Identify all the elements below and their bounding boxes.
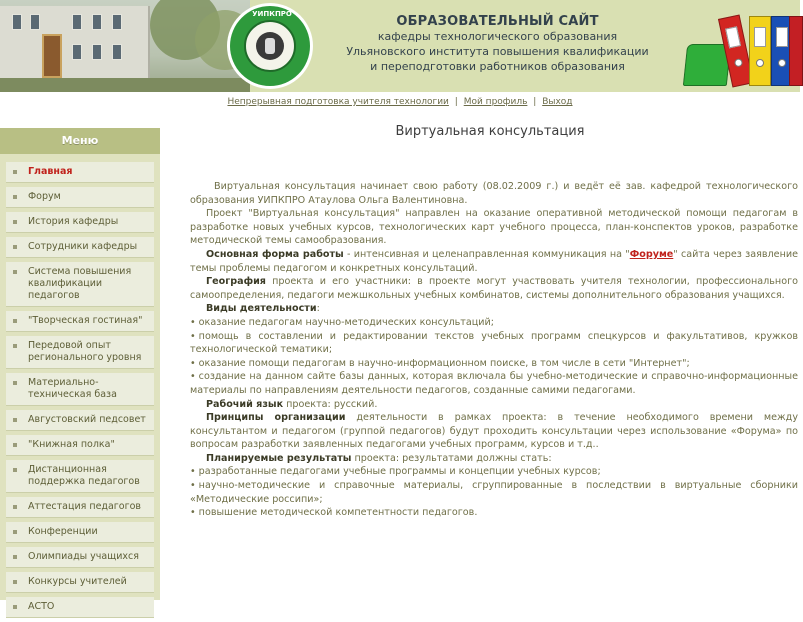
header-building-photo xyxy=(0,0,250,92)
sidebar-item-home[interactable] xyxy=(6,162,154,183)
menu-header: Меню xyxy=(0,128,160,154)
paragraph-project: Проект "Виртуальная консультация" направлен на оказание оперативной методической помощи педагогам в разработке новых учебных курсов, технологических карт учебного процесса, план-конспектов уроков, разработке методической темы самообразования. xyxy=(190,208,798,247)
sidebar-item-label: Сотрудники кафедры xyxy=(28,241,138,252)
window xyxy=(30,14,40,30)
site-title-line4: и переподготовки работников образования xyxy=(370,60,625,73)
bullet-icon xyxy=(13,220,17,224)
sidebar-item-asto[interactable] xyxy=(6,597,154,618)
paragraph-text: проекта: русский. xyxy=(283,398,378,410)
window xyxy=(12,14,22,30)
sidebar-item-bookshelf[interactable] xyxy=(6,435,154,456)
window xyxy=(72,44,82,60)
bullet-icon xyxy=(13,245,17,249)
sidebar-item-staff[interactable] xyxy=(6,237,154,258)
bullet-icon xyxy=(13,443,17,447)
sidebar-item-label: Аттестация педагогов xyxy=(28,501,142,512)
bullet-icon xyxy=(13,530,17,534)
bullet-icon xyxy=(13,555,17,559)
sidebar-item-label: Конференции xyxy=(28,526,98,537)
sidebar-item-label: Олимпиады учащихся xyxy=(28,551,139,562)
site-header xyxy=(0,0,800,92)
sidebar-item-certification[interactable] xyxy=(6,497,154,518)
sidebar-item-contests[interactable] xyxy=(6,572,154,593)
sidebar xyxy=(0,128,160,612)
sidebar-item-label: История кафедры xyxy=(28,216,119,227)
sidebar-item-label: "Книжная полка" xyxy=(28,439,115,450)
bullet-icon xyxy=(13,418,17,422)
site-title xyxy=(325,14,670,74)
sidebar-item-label: Главная xyxy=(28,166,73,177)
list-item: • разработанные педагогами учебные программы и концепции учебных курсов; xyxy=(190,465,798,479)
bullet-icon xyxy=(13,468,17,472)
sidebar-item-creative-lounge[interactable] xyxy=(6,311,154,332)
main-content xyxy=(182,116,798,600)
logo-emblem-icon xyxy=(256,32,284,60)
top-link-bar xyxy=(0,92,800,112)
continuous-training-link[interactable]: Непрерывная подготовка учителя технологии xyxy=(227,97,449,107)
list-item: • помощь в составлении и редактировании текстов учебных программ спецкурсов и факультативов, кружков технологической тематики; xyxy=(190,330,798,357)
paragraph-text: : xyxy=(316,303,320,315)
list-item: • создание на данном сайте базы данных, которая включала бы учебно-методические и справочно-информационные материалы по направлениям деятельности педагогов, созданные самими педагогами. xyxy=(190,370,798,397)
page-title: Виртуальная консультация xyxy=(395,124,585,139)
bullet-icon xyxy=(13,195,17,199)
paragraph-intro: Виртуальная консультация начинает свою работу (08.02.2009 г.) и ведёт её зав. кафедрой технологического образования УИПКПРО Атаулова Ольга Валентиновна. xyxy=(190,181,798,206)
bullet-icon xyxy=(13,580,17,584)
logout-link[interactable]: Выход xyxy=(542,97,573,107)
sidebar-item-facilities[interactable] xyxy=(6,373,154,406)
bold-term: Планируемые результаты xyxy=(206,452,352,464)
article-body xyxy=(190,180,798,520)
paragraph-principles xyxy=(190,411,798,452)
bullet-icon xyxy=(13,505,17,509)
paragraph-text: - интенсивная и целенаправленная коммуникация на " xyxy=(343,248,630,260)
sidebar-item-label: Конкурсы учителей xyxy=(28,576,127,587)
sidebar-item-forum[interactable] xyxy=(6,187,154,208)
sidebar-item-best-practice[interactable] xyxy=(6,336,154,369)
bullet-icon xyxy=(13,381,17,385)
paragraph-text: проекта: результатами должны стать: xyxy=(351,452,552,464)
sidebar-item-label: Августовский педсовет xyxy=(28,414,146,425)
window xyxy=(72,14,82,30)
bullet-icon xyxy=(13,605,17,609)
site-title-line2: кафедры технологического образования xyxy=(377,30,618,43)
bullet-icon xyxy=(13,270,17,274)
window xyxy=(112,44,122,60)
window xyxy=(112,14,122,30)
paragraph-text: проекта и его участники: в проекте могут участвовать учителя технологии, профессионального самоопределения, педагоги межшкольных учебных комбинатов, системы дополнительного образования учащихся. xyxy=(190,276,798,301)
bold-term: Принципы организации xyxy=(206,412,346,424)
list-item: • повышение методической компетентности педагогов. xyxy=(190,506,798,520)
paragraph-text: деятельности в рамках проекта: в течение необходимого времени между консультантом и педагогом (группой педагогов) будут проходить консультации через использование «Форума» по вопросам разработки заявленных педагогами учебных программ, курсов и т.д.. xyxy=(190,412,798,451)
separator: | xyxy=(454,97,458,107)
site-title-line1: ОБРАЗОВАТЕЛЬНЫЙ САЙТ xyxy=(396,14,599,29)
paragraph-results-heading xyxy=(190,452,798,466)
bold-term: Рабочий язык xyxy=(206,398,284,410)
sidebar-item-label: АСТО xyxy=(28,601,55,612)
bullet-icon xyxy=(13,344,17,348)
window xyxy=(92,44,102,60)
paragraph-text: " сайта через заявление темы проблемы педагогом и конкретных консультаций. xyxy=(190,248,798,274)
sidebar-item-label: Дистанционная поддержка педагогов xyxy=(28,464,140,487)
sidebar-item-label: Передовой опыт регионального уровня xyxy=(28,340,142,363)
sidebar-item-label: Форум xyxy=(28,191,61,202)
sidebar-item-distance-support[interactable] xyxy=(6,460,154,493)
bullet-icon xyxy=(13,170,17,174)
logo-text: УИПКПРО xyxy=(252,10,292,18)
forum-link[interactable]: Форуме xyxy=(629,248,674,260)
ground xyxy=(0,78,250,92)
sidebar-item-label: Материально-техническая база xyxy=(28,377,117,400)
sidebar-item-label: "Творческая гостиная" xyxy=(28,315,143,326)
paragraph-geography xyxy=(190,275,798,302)
institute-logo[interactable] xyxy=(222,2,318,90)
my-profile-link[interactable]: Мой профиль xyxy=(463,97,528,107)
sidebar-item-conferences[interactable] xyxy=(6,522,154,543)
red-binder-icon xyxy=(789,16,803,86)
paragraph-activities-heading xyxy=(190,302,798,316)
menu-list xyxy=(6,162,154,622)
sidebar-item-qualification[interactable] xyxy=(6,262,154,307)
sidebar-item-label: Система повышения квалификации педагогов xyxy=(28,266,132,301)
window xyxy=(92,14,102,30)
site-title-line3: Ульяновского института повышения квалификации xyxy=(346,45,649,58)
list-item: • оказание помощи педагогам в научно-информационном поиске, в том числе в сети "Интернет"; xyxy=(190,357,798,371)
list-item: • научно-методические и справочные материалы, сгруппированные в последствии в виртуальные сборники «Методические россипи»; xyxy=(190,479,798,506)
paragraph-form xyxy=(190,248,798,275)
list-item: • оказание педагогам научно-методических консультаций; xyxy=(190,316,798,330)
bold-term: Виды деятельности xyxy=(206,303,317,315)
sidebar-item-history[interactable] xyxy=(6,212,154,233)
bold-term: География xyxy=(206,276,266,288)
bold-term: Основная форма работы xyxy=(206,248,344,260)
folders-illustration xyxy=(685,10,800,92)
yellow-binder-icon xyxy=(749,16,771,86)
paragraph-language xyxy=(190,398,798,412)
sidebar-item-august-council[interactable] xyxy=(6,410,154,431)
sidebar-item-olympiads[interactable] xyxy=(6,547,154,568)
separator: | xyxy=(533,97,537,107)
bullet-icon xyxy=(13,319,17,323)
door xyxy=(42,34,62,78)
